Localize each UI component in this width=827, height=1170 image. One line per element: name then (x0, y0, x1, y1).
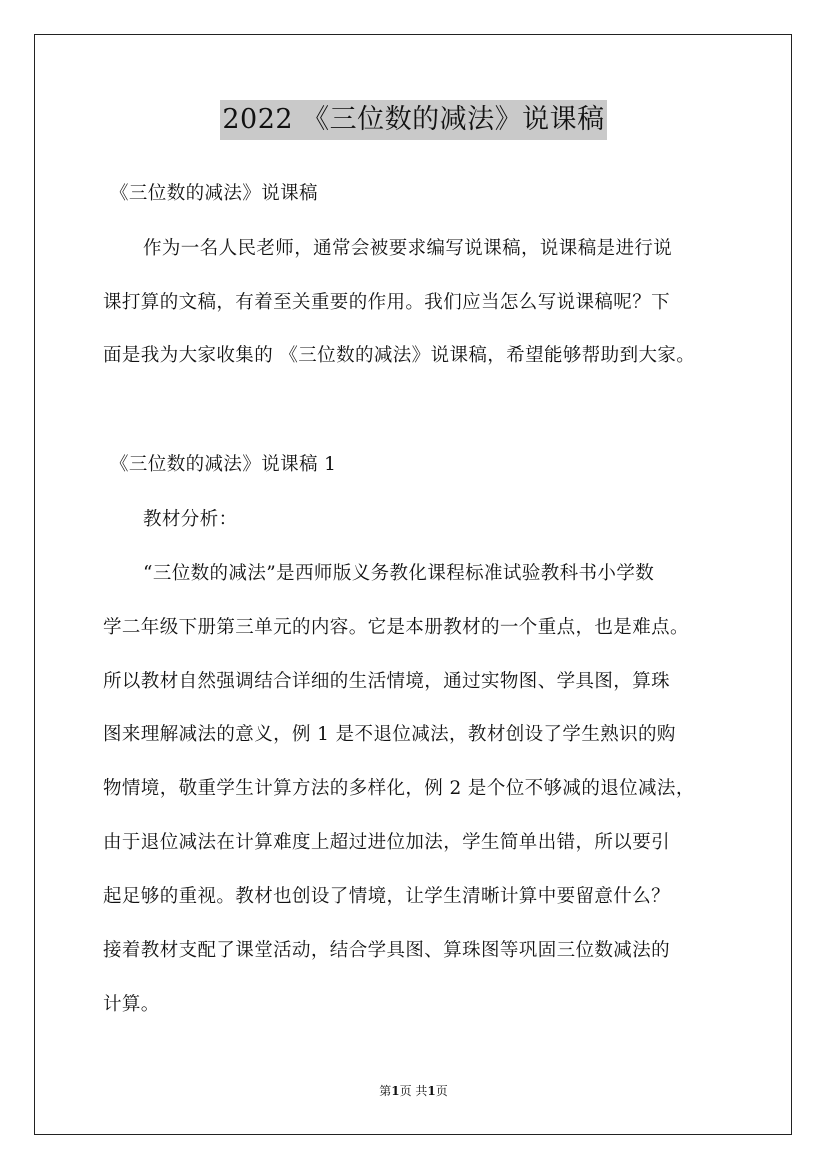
intro-line: 面是我为大家收集的 《三位数的减法》说课稿，希望能够帮助到大家。 (103, 345, 696, 366)
body-line: 所以教材自然强调结合详细的生活情境，通过实物图、学具图，算珠 (103, 671, 671, 692)
footer-page-total: 1 (427, 1084, 436, 1098)
section-heading: 《三位数的减法》说课稿 1 (110, 454, 337, 475)
body-line: 学二年级下册第三单元的内容。它是本册教材的一个重点，也是难点。 (103, 617, 689, 638)
body-line: 接着教材支配了课堂活动，结合学具图、算珠图等巩固三位数减法的 (103, 940, 671, 961)
body-line: “三位数的减法”是西师版义务教化课程标准试验教科书小学数 (143, 563, 655, 584)
page-footer (0, 1083, 827, 1099)
body-line: 物情境，敬重学生计算方法的多样化，例 2 是个位不够减的退位减法， (103, 778, 695, 799)
body-line: 图来理解减法的意义，例 1 是不退位减法，教材创设了学生熟识的购 (103, 724, 676, 745)
intro-line: 课打算的文稿，有着至关重要的作用。我们应当怎么写说课稿呢？下 (103, 292, 671, 313)
document-title: 2022 《三位数的减法》说课稿 (220, 100, 606, 140)
body-line: 计算。 (103, 994, 160, 1015)
footer-page-mid: 页 共 (399, 1084, 428, 1098)
intro-line: 作为一名人民老师，通常会被要求编写说课稿，说课稿是进行说 (143, 238, 673, 259)
document-subtitle: 《三位数的减法》说课稿 (110, 183, 318, 204)
body-line: 由于退位减法在计算难度上超过进位加法，学生简单出错，所以要引 (103, 832, 671, 853)
footer-page-prefix: 第 (379, 1084, 392, 1098)
analysis-heading: 教材分析： (143, 509, 238, 530)
footer-page-current: 1 (391, 1084, 400, 1098)
body-line: 起足够的重视。教材也创设了情境，让学生清晰计算中要留意什么？ (103, 886, 671, 907)
title-container (0, 100, 827, 140)
footer-page-suffix: 页 (435, 1084, 448, 1098)
